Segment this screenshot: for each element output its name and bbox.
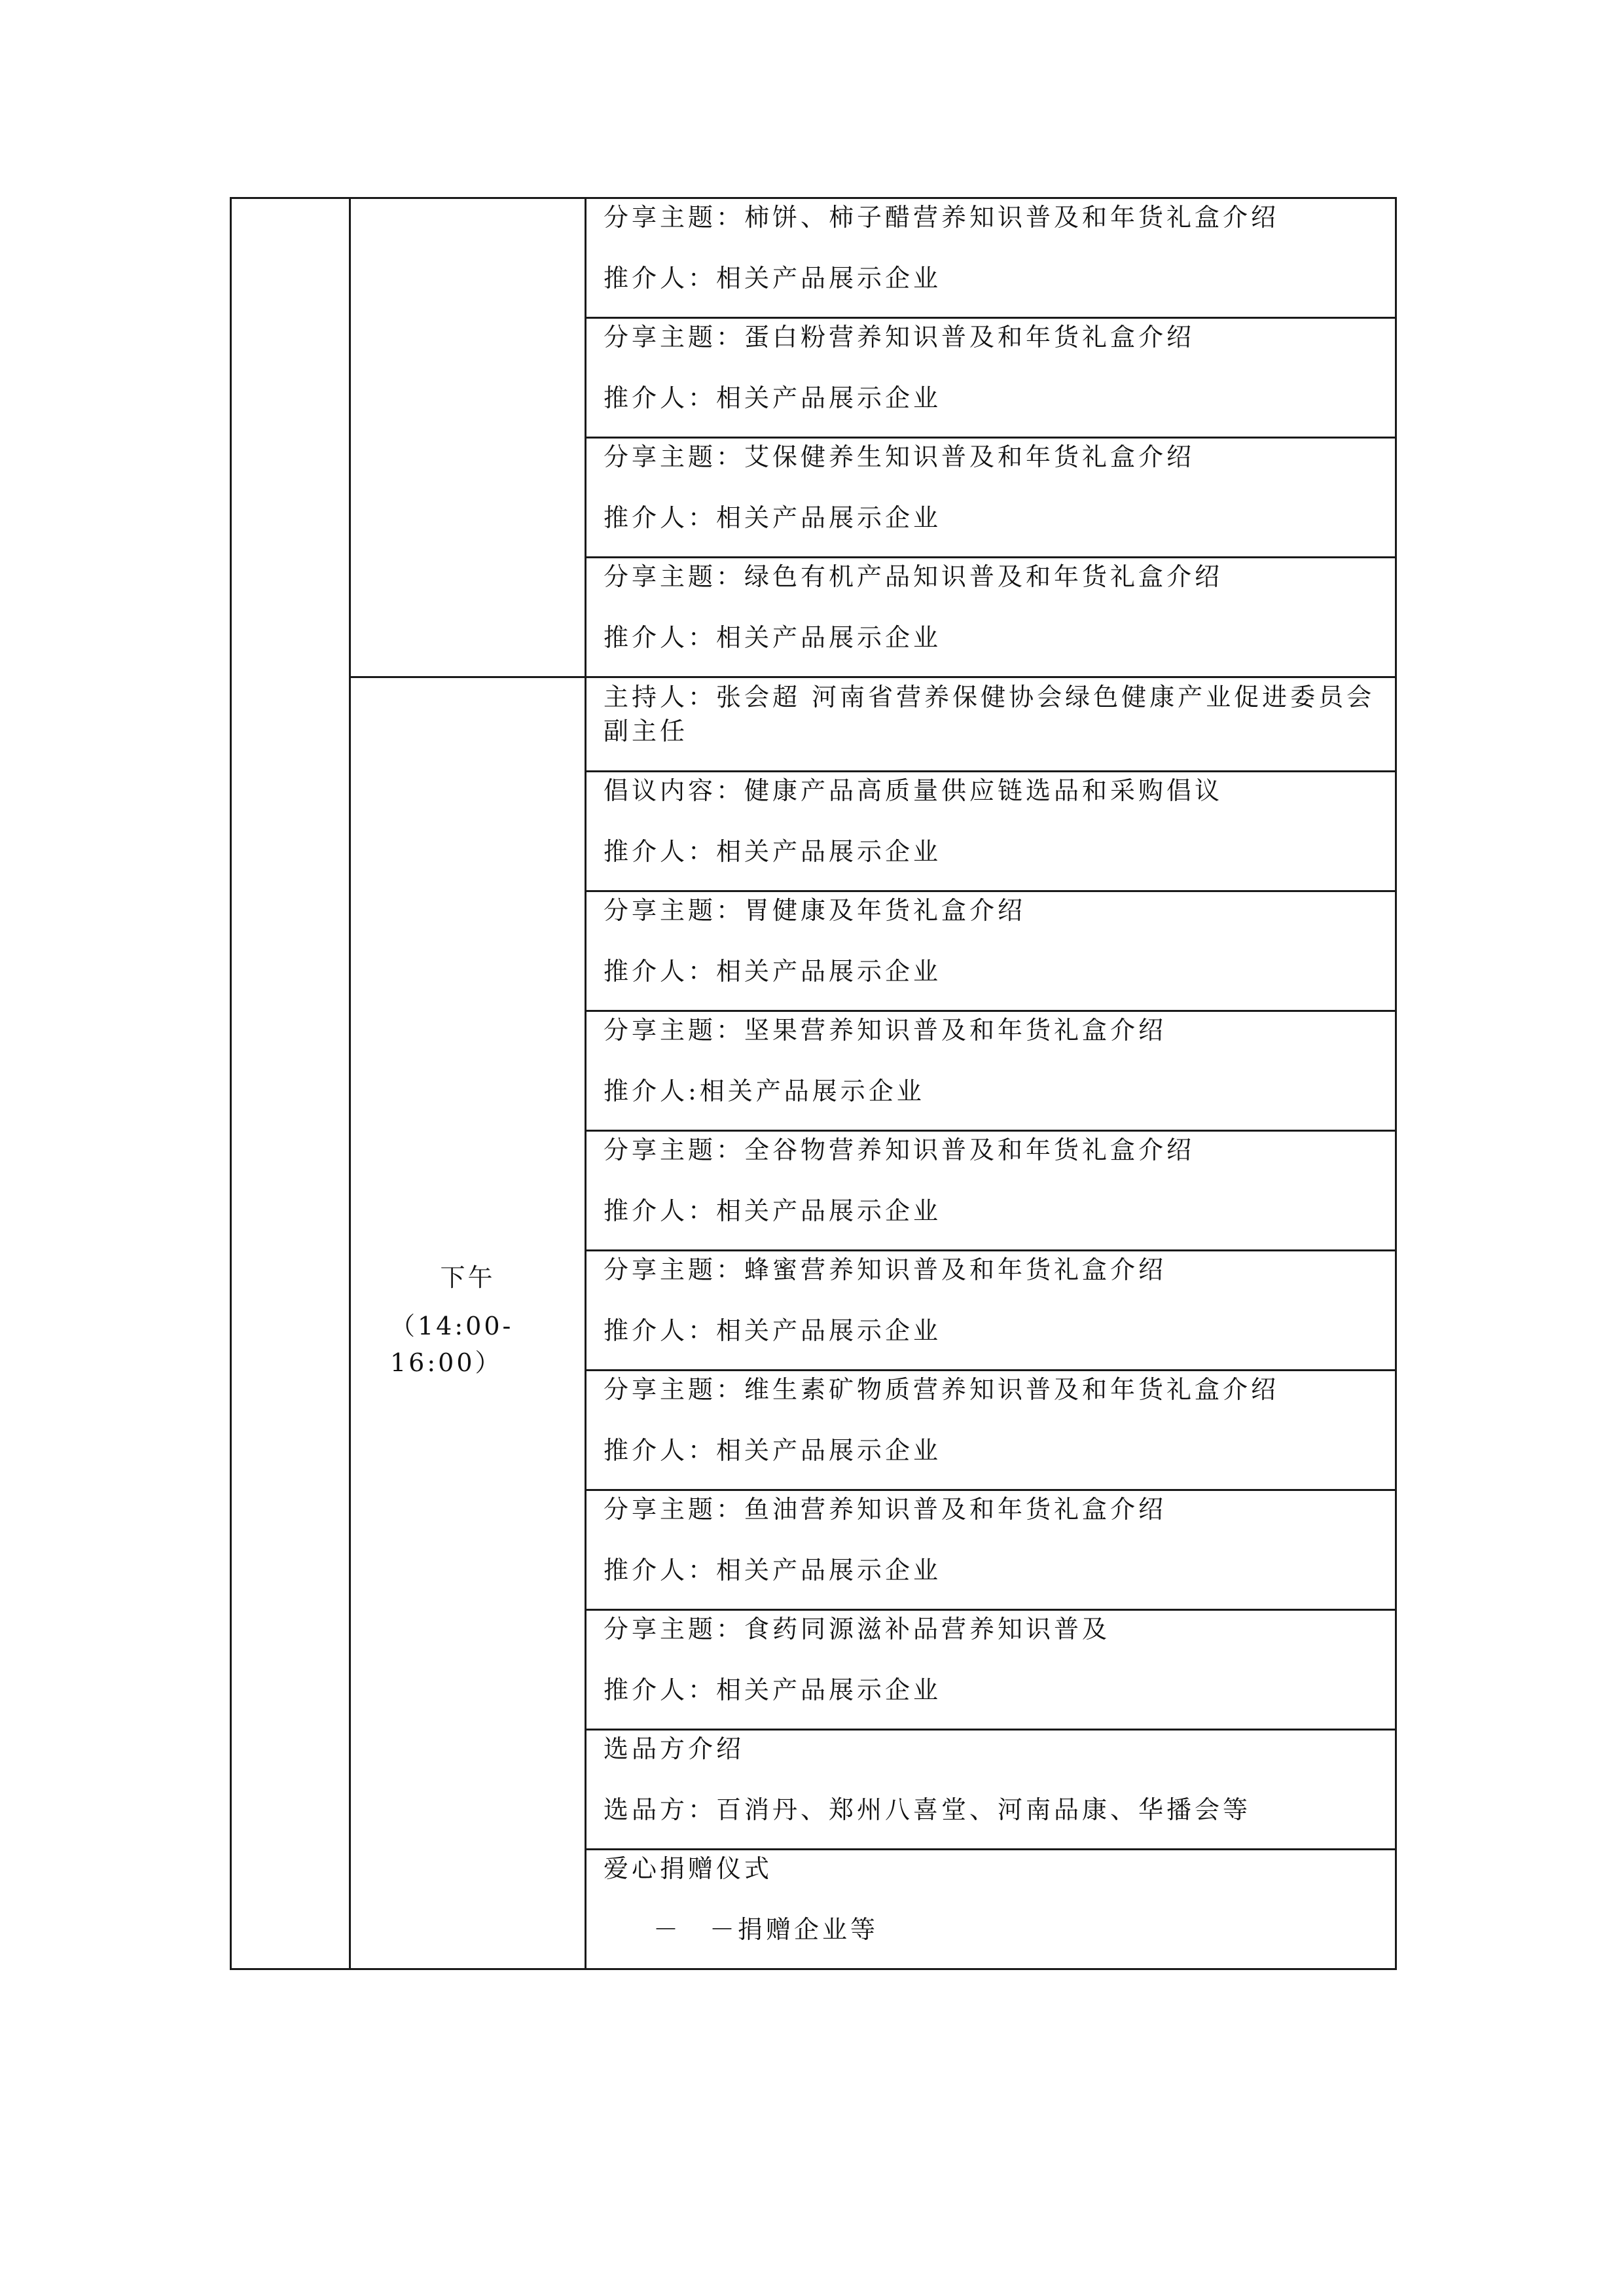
agenda-presenter: 推介人：相关产品展示企业 [604,503,942,532]
agenda-item [586,891,1396,1011]
day-column-cell [231,198,350,1969]
agenda-topic: 倡议内容：健康产品高质量供应链选品和采购倡议 [604,776,1223,805]
period-label: 下午 [440,1263,496,1292]
agenda-topic: 分享主题：柿饼、柿子醋营养知识普及和年货礼盒介绍 [604,203,1280,232]
agenda-topic: 分享主题：胃健康及年货礼盒介绍 [604,896,1026,925]
agenda-presenter: 推介人：相关产品展示企业 [604,957,942,986]
donation-title: 爱心捐赠仪式 [604,1854,773,1883]
agenda-item [586,1371,1396,1490]
agenda-presenter: 推介人：相关产品展示企业 [604,623,942,652]
agenda-topic: 分享主题：蜂蜜营养知识普及和年货礼盒介绍 [604,1255,1167,1284]
agenda-presenter: 推介人：相关产品展示企业 [604,837,942,866]
agenda-item [586,1610,1396,1730]
host-item [586,677,1396,772]
agenda-topic: 分享主题：蛋白粉营养知识普及和年货礼盒介绍 [604,323,1195,351]
agenda-topic: 分享主题：艾保健养生知识普及和年货礼盒介绍 [604,442,1195,471]
agenda-item [586,1251,1396,1371]
agenda-topic: 分享主题：坚果营养知识普及和年货礼盒介绍 [604,1016,1167,1045]
agenda-presenter: 推介人：相关产品展示企业 [604,1196,942,1225]
agenda-item [586,198,1396,318]
morning-period-cell [350,198,586,677]
agenda-item [586,1490,1396,1610]
agenda-topic: 分享主题：维生素矿物质营养知识普及和年货礼盒介绍 [604,1375,1280,1404]
agenda-presenter: 选品方：百消丹、郑州八喜堂、河南品康、华播会等 [604,1795,1252,1824]
table-row [231,198,1396,318]
agenda-presenter: 推介人：相关产品展示企业 [604,384,942,412]
agenda-item [586,1131,1396,1251]
agenda-presenter: 推介人：相关产品展示企业 [604,1316,942,1345]
donation-detail: － －捐赠企业等 [653,1915,879,1944]
table-row [231,677,1396,772]
agenda-table [230,197,1397,1970]
host-text: 主持人：张会超 河南省营养保健协会绿色健康产业促进委员会副主任 [604,683,1375,745]
agenda-item [586,1011,1396,1131]
period-time: （14:00-16:00） [390,1311,514,1377]
agenda-topic: 选品方介绍 [604,1734,745,1763]
agenda-item [586,558,1396,677]
donation-item [586,1850,1396,1969]
agenda-topic: 分享主题：食药同源滋补品营养知识普及 [604,1615,1111,1643]
agenda-topic: 分享主题：全谷物营养知识普及和年货礼盒介绍 [604,1136,1195,1164]
agenda-presenter: 推介人：相关产品展示企业 [604,1676,942,1704]
agenda-item [586,318,1396,438]
agenda-item [586,772,1396,891]
agenda-topic: 分享主题：鱼油营养知识普及和年货礼盒介绍 [604,1495,1167,1524]
agenda-topic: 分享主题：绿色有机产品知识普及和年货礼盒介绍 [604,562,1223,591]
agenda-presenter: 推介人：相关产品展示企业 [604,1556,942,1585]
selector-intro-item [586,1730,1396,1850]
agenda-presenter: 推介人:相关产品展示企业 [604,1077,925,1105]
agenda-presenter: 推介人：相关产品展示企业 [604,1436,942,1465]
afternoon-period-cell [350,677,586,1969]
agenda-presenter: 推介人：相关产品展示企业 [604,264,942,293]
agenda-item [586,438,1396,558]
